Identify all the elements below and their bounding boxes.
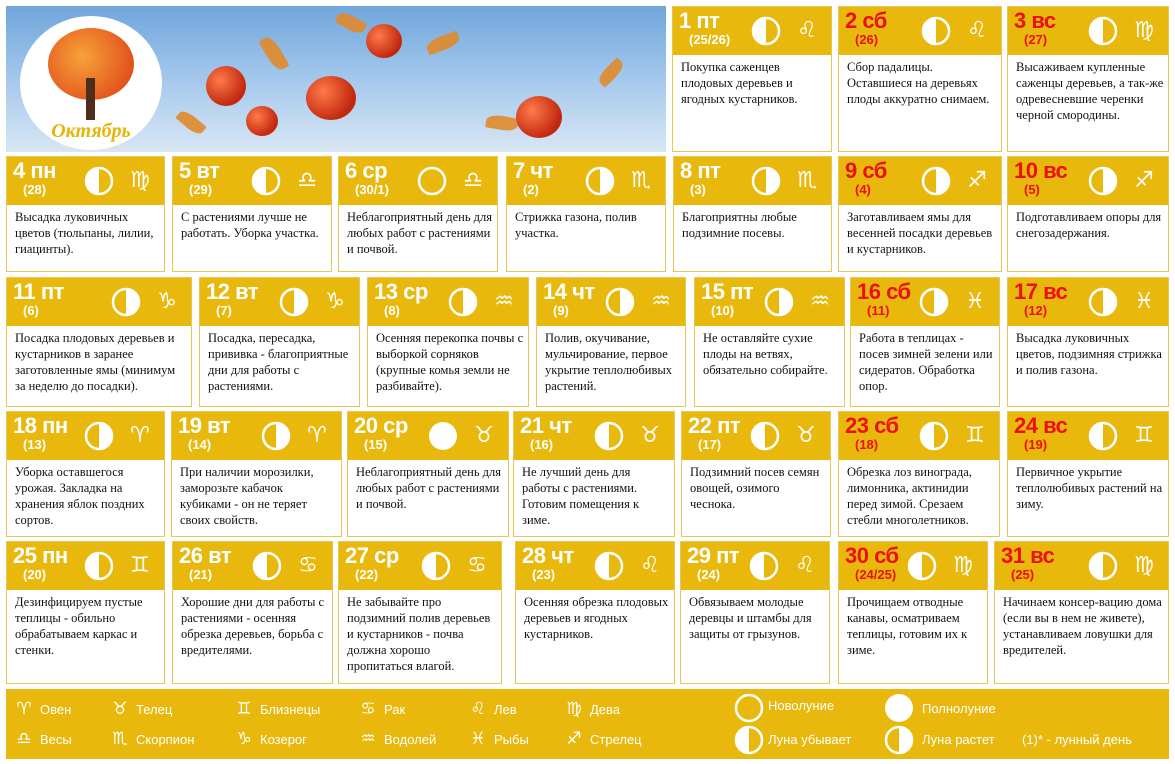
day-advice: Обрезка лоз винограда, лимонника, актинидии перед зимой. Срезаем стебли многолетников.: [847, 465, 972, 527]
day-header: [1008, 157, 1168, 205]
lunar-day: (20): [23, 567, 47, 582]
day-header: [839, 542, 987, 590]
taurus-icon: ♉: [112, 699, 128, 719]
legend-aries: [12, 699, 71, 719]
day-card: [672, 6, 832, 152]
gemini-icon: ♊: [236, 699, 252, 719]
day-label: 11 пт: [13, 279, 64, 304]
sagittarius-icon: ♐: [967, 168, 987, 193]
day-label: 20 ср: [354, 413, 408, 438]
lunar-day: (15): [364, 437, 388, 452]
virgo-icon: ♍: [130, 168, 150, 193]
legend-label: Весы: [40, 731, 72, 747]
day-label: 3 вс: [1014, 8, 1056, 33]
lunar-day: (18): [855, 437, 879, 452]
day-advice: Сбор падалицы. Оставшиеся на деревьях плоды аккуратно снимаем.: [847, 60, 990, 106]
day-header: [7, 278, 191, 326]
day-advice: Прочищаем отводные канавы, осматриваем теплицы, готовим их к зиме.: [847, 595, 968, 657]
day-advice: Подготавливаем опоры для снегозадержания.: [1016, 210, 1162, 240]
day-card: [536, 277, 686, 407]
lunar-day: (4): [855, 182, 871, 197]
waning-moon-icon: [421, 551, 451, 581]
day-advice: Дезинфицируем пустые теплицы - обильно обрабатываем каркас и стенки.: [15, 595, 143, 657]
berry-cluster: [206, 66, 246, 106]
waning-moon-icon: [921, 16, 951, 46]
waning-moon-icon: [750, 421, 780, 451]
day-advice: Высадка луковичных цветов (тюльпаны, лилии, гиацинты).: [15, 210, 154, 256]
berry-cluster: [246, 106, 278, 136]
day-label: 30 сб: [845, 543, 899, 568]
day-card: [673, 156, 832, 272]
day-card: [172, 541, 333, 684]
full-moon-icon: [884, 693, 914, 723]
day-card: [1007, 156, 1169, 272]
day-card: [681, 411, 831, 537]
legend-scorpio: [108, 729, 194, 749]
legend-gemini: [232, 699, 320, 719]
day-label: 4 пн: [13, 158, 56, 183]
lunar-day: (5): [1024, 182, 1040, 197]
waxing-moon-icon: [448, 287, 478, 317]
leaf-decoration: [335, 9, 368, 36]
day-label: 16 сб: [857, 279, 911, 304]
day-advice: Высадка луковичных цветов, подзимняя стрижка и полив газона.: [1016, 331, 1162, 377]
day-header: [1008, 412, 1168, 460]
lunar-day: (6): [23, 303, 39, 318]
libra-icon: ♎: [297, 168, 317, 193]
day-label: 31 вс: [1001, 543, 1055, 568]
day-advice: Уборка оставшегося урожая. Закладка на хранения яблок поздних сортов.: [15, 465, 145, 527]
day-label: 6 ср: [345, 158, 388, 183]
day-label: 18 пн: [13, 413, 68, 438]
leo-icon: ♌: [640, 553, 660, 578]
month-title: Октябрь: [51, 120, 131, 142]
legend-virgo: [562, 699, 620, 719]
day-advice: Первичное укрытие теплолюбивых растений на зиму.: [1016, 465, 1163, 511]
gemini-icon: ♊: [130, 553, 150, 578]
day-label: 22 пт: [688, 413, 741, 438]
day-advice: Посадка, пересадка, прививка - благоприятные дни для работы с растениями.: [208, 331, 349, 393]
tree-trunk: [86, 78, 95, 120]
legend-label: Лев: [494, 701, 517, 717]
waning-moon-icon: [594, 421, 624, 451]
day-advice: С растениями лучше не работать. Уборка участка.: [181, 210, 319, 240]
day-header: [681, 542, 829, 590]
scorpio-icon: ♏: [797, 168, 817, 193]
sagittarius-icon: ♐: [1134, 168, 1154, 193]
virgo-icon: ♍: [1134, 553, 1154, 578]
legend-full-moon-label: Полнолуние: [922, 701, 996, 716]
day-header: [839, 157, 1001, 205]
lunar-day: (9): [553, 303, 569, 318]
legend-label: Рыбы: [494, 731, 529, 747]
day-advice: Не забывайте про подзимний полив деревьев и кустарников - почва должна хорошо пропитаться влагой.: [347, 595, 491, 673]
day-label: 1 пт: [679, 8, 720, 33]
legend-sagittarius: [562, 729, 642, 749]
day-card: [338, 156, 498, 272]
day-advice: Заготавливаем ямы для весенней посадки деревьев и кустарников.: [847, 210, 993, 256]
lunar-day: (13): [23, 437, 47, 452]
day-card: [6, 277, 192, 407]
full-moon-icon: [428, 421, 458, 451]
gemini-icon: ♊: [1134, 423, 1154, 448]
day-label: 19 вт: [178, 413, 231, 438]
day-advice: Посадка плодовых деревьев и кустарников в заранее заготовленные ямы (минимум за неделю до посадки).: [15, 331, 176, 393]
waning-moon-icon: [84, 551, 114, 581]
waxing-moon-icon: [261, 421, 291, 451]
day-advice: Осенняя перекопка почвы с выборкой сорняков (крупные комья земли не разбивайте).: [376, 331, 524, 393]
leaf-decoration: [175, 108, 206, 137]
day-advice: Покупка саженцев плодовых деревьев и ягодных кустарников.: [681, 60, 798, 106]
cancer-icon: ♋: [360, 699, 376, 719]
waning-moon-icon: [734, 725, 764, 755]
berry-cluster: [306, 76, 356, 120]
october-logo: [20, 16, 162, 150]
waning-moon-icon: [251, 166, 281, 196]
day-card: [680, 541, 830, 684]
lunar-day: (23): [532, 567, 556, 582]
day-label: 27 ср: [345, 543, 399, 568]
waxing-moon-icon: [605, 287, 635, 317]
legend-label: Рак: [384, 701, 406, 717]
legend-new-moon-label: Новолуние: [768, 698, 835, 713]
lunar-day: (28): [23, 182, 47, 197]
waxing-moon-icon: [921, 166, 951, 196]
waning-moon-icon: [1088, 16, 1118, 46]
waning-moon-icon: [84, 166, 114, 196]
day-card: [172, 156, 332, 272]
day-advice: Обвязываем молодые деревцы и штамбы для защиты от грызунов.: [689, 595, 812, 641]
day-advice: Работа в теплицах - посев зимней зелени или сидератов. Обработка опор.: [859, 331, 993, 393]
lunar-day: (30/1): [355, 182, 389, 197]
lunar-day: (2): [523, 182, 539, 197]
lunar-day: (8): [384, 303, 400, 318]
lunar-day: (27): [1024, 32, 1048, 47]
capricorn-icon: ♑: [157, 289, 177, 314]
lunar-day: (19): [1024, 437, 1048, 452]
day-header: [7, 412, 164, 460]
scorpio-icon: ♏: [112, 729, 128, 749]
banner-photo: [6, 6, 666, 152]
aquarius-icon: ♒: [651, 289, 671, 314]
lunar-day: (24): [697, 567, 721, 582]
legend-label: Овен: [40, 701, 72, 717]
new-moon-icon: [734, 693, 764, 723]
waning-moon-icon: [751, 16, 781, 46]
day-label: 15 пт: [701, 279, 754, 304]
lunar-day: (7): [216, 303, 232, 318]
day-header: [839, 412, 999, 460]
waxing-moon-icon: [764, 287, 794, 317]
day-label: 14 чт: [543, 279, 595, 304]
scorpio-icon: ♏: [631, 168, 651, 193]
waning-moon-icon: [749, 551, 779, 581]
virgo-icon: ♍: [566, 699, 582, 719]
day-header: [537, 278, 685, 326]
aries-icon: ♈: [16, 699, 32, 719]
day-card: [6, 156, 165, 272]
aries-icon: ♈: [307, 423, 327, 448]
lunar-day: (26): [855, 32, 879, 47]
legend-pisces: [466, 729, 529, 749]
day-advice: Не оставляйте сухие плоды на ветвях, обязательно собирайте.: [703, 331, 828, 377]
day-card: [199, 277, 360, 407]
lunar-day: (16): [530, 437, 554, 452]
day-card: [838, 156, 1002, 272]
day-card: [694, 277, 845, 407]
day-advice: Осенняя обрезка плодовых деревьев и ягодных кустарников.: [524, 595, 669, 641]
leaf-decoration: [259, 34, 290, 73]
day-advice: При наличии морозилки, заморозьте кабачок кубиками - он не теряет своих свойств.: [180, 465, 314, 527]
day-card: [367, 277, 529, 407]
day-card: [347, 411, 509, 537]
day-label: 29 пт: [687, 543, 740, 568]
day-header: [1008, 7, 1168, 55]
day-label: 2 сб: [845, 8, 887, 33]
virgo-icon: ♍: [1134, 18, 1154, 43]
day-card: [6, 541, 165, 684]
lunar-day: (14): [188, 437, 212, 452]
cancer-icon: ♋: [467, 553, 487, 578]
waxing-moon-icon: [585, 166, 615, 196]
waning-moon-icon: [252, 551, 282, 581]
day-label: 10 вс: [1014, 158, 1068, 183]
day-label: 7 чт: [513, 158, 553, 183]
day-card: [513, 411, 675, 537]
day-label: 17 вс: [1014, 279, 1068, 304]
leaf-decoration: [485, 113, 519, 132]
day-card: [6, 411, 165, 537]
aries-icon: ♈: [130, 423, 150, 448]
day-advice: Начинаем консер-вацию дома (если вы в нем не живете), устанавливаем ловушки для вредителей.: [1003, 595, 1162, 657]
day-card: [994, 541, 1169, 684]
libra-icon: ♎: [16, 729, 32, 749]
waxing-moon-icon: [111, 287, 141, 317]
lunar-day: (21): [189, 567, 213, 582]
day-card: [338, 541, 502, 684]
day-advice: Хорошие дни для работы с растениями - осенняя обрезка деревьев, борьба с вредителями.: [181, 595, 325, 657]
waxing-moon-icon: [1088, 166, 1118, 196]
taurus-icon: ♉: [796, 423, 816, 448]
day-card: [838, 541, 988, 684]
pisces-icon: ♓: [1134, 289, 1154, 314]
day-label: 25 пн: [13, 543, 68, 568]
new-moon-icon: [417, 166, 447, 196]
day-label: 28 чт: [522, 543, 574, 568]
berry-cluster: [366, 24, 402, 58]
day-header: [507, 157, 665, 205]
day-header: [1008, 278, 1168, 326]
legend-label: Водолей: [384, 731, 437, 747]
legend-waxing-moon-label: Луна растет: [922, 732, 995, 747]
leo-icon: ♌: [967, 18, 987, 43]
day-header: [673, 7, 831, 55]
day-advice: Высаживаем купленные саженцы деревьев, а так-же одревесневшие черенки черной смородины.: [1016, 60, 1164, 122]
waxing-moon-icon: [279, 287, 309, 317]
libra-icon: ♎: [463, 168, 483, 193]
legend-waning-moon-label: Луна убывает: [768, 732, 852, 747]
leaf-decoration: [596, 57, 626, 87]
pisces-icon: ♓: [965, 289, 985, 314]
waxing-moon-icon: [1088, 287, 1118, 317]
cancer-icon: ♋: [298, 553, 318, 578]
waning-moon-icon: [907, 551, 937, 581]
legend-label: Телец: [136, 701, 173, 717]
day-label: 9 сб: [845, 158, 887, 183]
waxing-moon-icon: [919, 287, 949, 317]
lunar-day: (29): [189, 182, 213, 197]
day-header: [695, 278, 844, 326]
taurus-icon: ♉: [640, 423, 660, 448]
day-advice: Не лучший день для работы с растениями. Готовим помещения к зиме.: [522, 465, 640, 527]
waning-moon-icon: [919, 421, 949, 451]
day-header: [995, 542, 1168, 590]
day-header: [682, 412, 830, 460]
aquarius-icon: ♒: [494, 289, 514, 314]
legend-lunar-day-note: (1)* - лунный день: [1022, 732, 1132, 747]
day-header: [514, 412, 674, 460]
lunar-day: (12): [1024, 303, 1048, 318]
legend: [6, 689, 1169, 759]
legend-label: Козерог: [260, 731, 307, 747]
legend-label: Дева: [590, 701, 621, 717]
day-header: [348, 412, 508, 460]
day-header: [7, 542, 164, 590]
day-card: [1007, 6, 1169, 152]
berry-cluster: [516, 96, 562, 138]
day-card: [171, 411, 342, 537]
lunar-day: (22): [355, 567, 379, 582]
waxing-moon-icon: [84, 421, 114, 451]
day-advice: Благоприятны любые подзимние посевы.: [682, 210, 797, 240]
legend-cancer: [356, 699, 405, 719]
lunar-day: (17): [698, 437, 722, 452]
day-header: [851, 278, 999, 326]
day-header: [173, 542, 332, 590]
aquarius-icon: ♒: [810, 289, 830, 314]
pisces-icon: ♓: [470, 729, 486, 749]
lunar-day: (25/26): [689, 32, 731, 47]
legend-capricorn: [232, 729, 307, 749]
legend-label: Близнецы: [260, 701, 321, 717]
gemini-icon: ♊: [965, 423, 985, 448]
lunar-day: (25): [1011, 567, 1035, 582]
day-card: [515, 541, 675, 684]
leo-icon: ♌: [797, 18, 817, 43]
legend-leo: [466, 699, 517, 719]
day-label: 5 вт: [179, 158, 220, 183]
day-card: [850, 277, 1000, 407]
day-label: 21 чт: [520, 413, 572, 438]
legend-taurus: [108, 699, 172, 719]
day-header: [339, 542, 501, 590]
leo-icon: ♌: [795, 553, 815, 578]
day-label: 23 сб: [845, 413, 899, 438]
sagittarius-icon: ♐: [566, 729, 582, 749]
day-header: [516, 542, 674, 590]
waning-moon-icon: [1088, 551, 1118, 581]
aquarius-icon: ♒: [360, 729, 376, 749]
waxing-moon-icon: [884, 725, 914, 755]
day-label: 24 вс: [1014, 413, 1068, 438]
lunar-day: (11): [867, 303, 890, 318]
day-advice: Неблагоприятный день для любых работ с растениями и почвой.: [347, 210, 492, 256]
day-header: [172, 412, 341, 460]
day-card: [1007, 411, 1169, 537]
day-header: [674, 157, 831, 205]
day-advice: Полив, окучивание, мульчирование, первое укрытие теплолюбивых растений.: [545, 331, 672, 393]
day-label: 26 вт: [179, 543, 232, 568]
day-advice: Подзимний посев семян овощей, озимого чеснока.: [690, 465, 820, 511]
virgo-icon: ♍: [953, 553, 973, 578]
waxing-moon-icon: [751, 166, 781, 196]
lunar-day: (3): [690, 182, 706, 197]
legend-label: Стрелец: [590, 731, 642, 747]
legend-libra: [12, 729, 72, 749]
lunar-day: (24/25): [855, 567, 897, 582]
day-card: [506, 156, 666, 272]
day-label: 12 вт: [206, 279, 259, 304]
day-advice: Стрижка газона, полив участка.: [515, 210, 637, 240]
day-header: [200, 278, 359, 326]
day-header: [339, 157, 497, 205]
taurus-icon: ♉: [474, 423, 494, 448]
day-advice: Неблагоприятный день для любых работ с растениями и почвой.: [356, 465, 501, 511]
legend-aquarius: [356, 729, 436, 749]
day-header: [368, 278, 528, 326]
day-header: [839, 7, 1001, 55]
capricorn-icon: ♑: [325, 289, 345, 314]
capricorn-icon: ♑: [236, 729, 252, 749]
day-label: 8 пт: [680, 158, 721, 183]
day-card: [838, 6, 1002, 152]
day-header: [7, 157, 164, 205]
leaf-decoration: [425, 31, 462, 56]
day-header: [173, 157, 331, 205]
waning-moon-icon: [1088, 421, 1118, 451]
legend-label: Скорпион: [136, 731, 195, 747]
day-card: [1007, 277, 1169, 407]
day-label: 13 ср: [374, 279, 428, 304]
lunar-day: (10): [711, 303, 735, 318]
waning-moon-icon: [594, 551, 624, 581]
leo-icon: ♌: [470, 699, 486, 719]
day-card: [838, 411, 1000, 537]
